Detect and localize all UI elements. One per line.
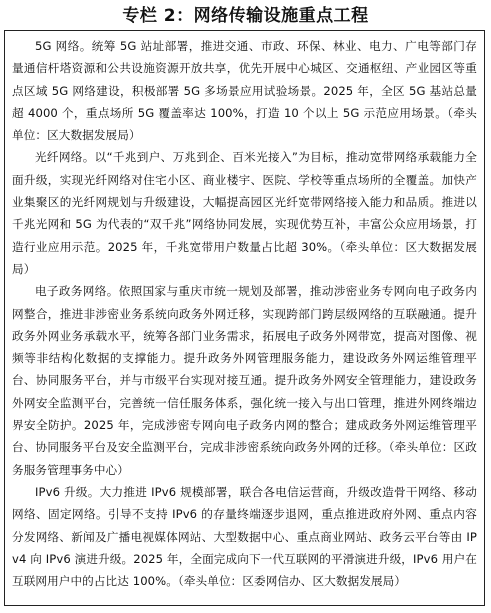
- paragraph-egov-network: 电子政务网络。依照国家与重庆市统一规划及部署，推动涉密业务专网向电子政务内网整合，推进非涉密业务系统向政务外网迁移，实现跨部门跨层级网络的互联融通。提升政务外网业务承载水平，统筹各部门业务需求，拓展电子政务外网带宽，提高对图像、视频等非结构化数据的支撑能力。提升政务外网管理服务能力，建设政务外网运维管理平台、协同服务平台，并与市级平台实现对接互通。提升政务外网安全管理能力，建设政务外网安全监测平台，完善统一信任服务体系，强化统一接入与出口管理，推进外网终端边界安全防护。2025 年，完成涉密专网向电子政务内网的整合；建成政务外网运维管理平台、协同服务平台及安全监测平台，完成非涉密系统向政务外网的迁移。（牵头单位：区政务服务管理事务中心）: [12, 284, 477, 477]
- paragraph-fiber-network: 光纤网络。以“千兆到户、万兆到企、百米光接入”为目标，推动宽带网络承载能力全面升级，实现光纤网络对住宅小区、商业楼宇、医院、学校等重点场所的全覆盖。加快产业集聚区的光纤网规划与升级建设，大幅提高园区光纤宽带网络接入能力和品质。推进以千兆光网和 5G 为代表的“双千兆”网络协同发展，实现优势互补，丰富公众应用场景，打造行业应用示范。2025 年，千兆宽带用户数量占比超 30%。（牵头单位：区大数据发展局）: [12, 150, 477, 276]
- project-box: [4, 30, 485, 606]
- page-title: 专栏 2：网络传输设施重点工程: [122, 6, 369, 26]
- paragraph-5g-network: 5G 网络。统筹 5G 站址部署，推进交通、市政、环保、林业、电力、广电等部门存量通信杆塔资源和公共设施资源开放共享，优先开展中心城区、交通枢纽、产业园区等重点区域 5G 网络建设，积极部署 5G 多场景应用试验场景。2025 年，全区 5G 基站总量超 4000 个，重点场所 5G 覆盖率达 100%，打造 10 个以上 5G 示范应用场景。（牵头单位：区大数据发展局）: [12, 39, 477, 143]
- paragraph-ipv6-upgrade: IPv6 升级。大力推进 IPv6 规模部署，联合各电信运营商，升级改造骨干网络、移动网络、固定网络。引导不支持 IPv6 的存量终端逐步退网，重点推进政府外网、重点内容分发网络、新闻及广播电视媒体网站、大型数据中心、重点商业网站、政务云平台等由 IPv4 向 IPv6 演进升级。2025 年，全面完成向下一代互联网的平滑演进升级，IPv6 用户在互联网用户中的占比达 100%。（牵头单位：区委网信办、区大数据发展局）: [12, 484, 477, 589]
